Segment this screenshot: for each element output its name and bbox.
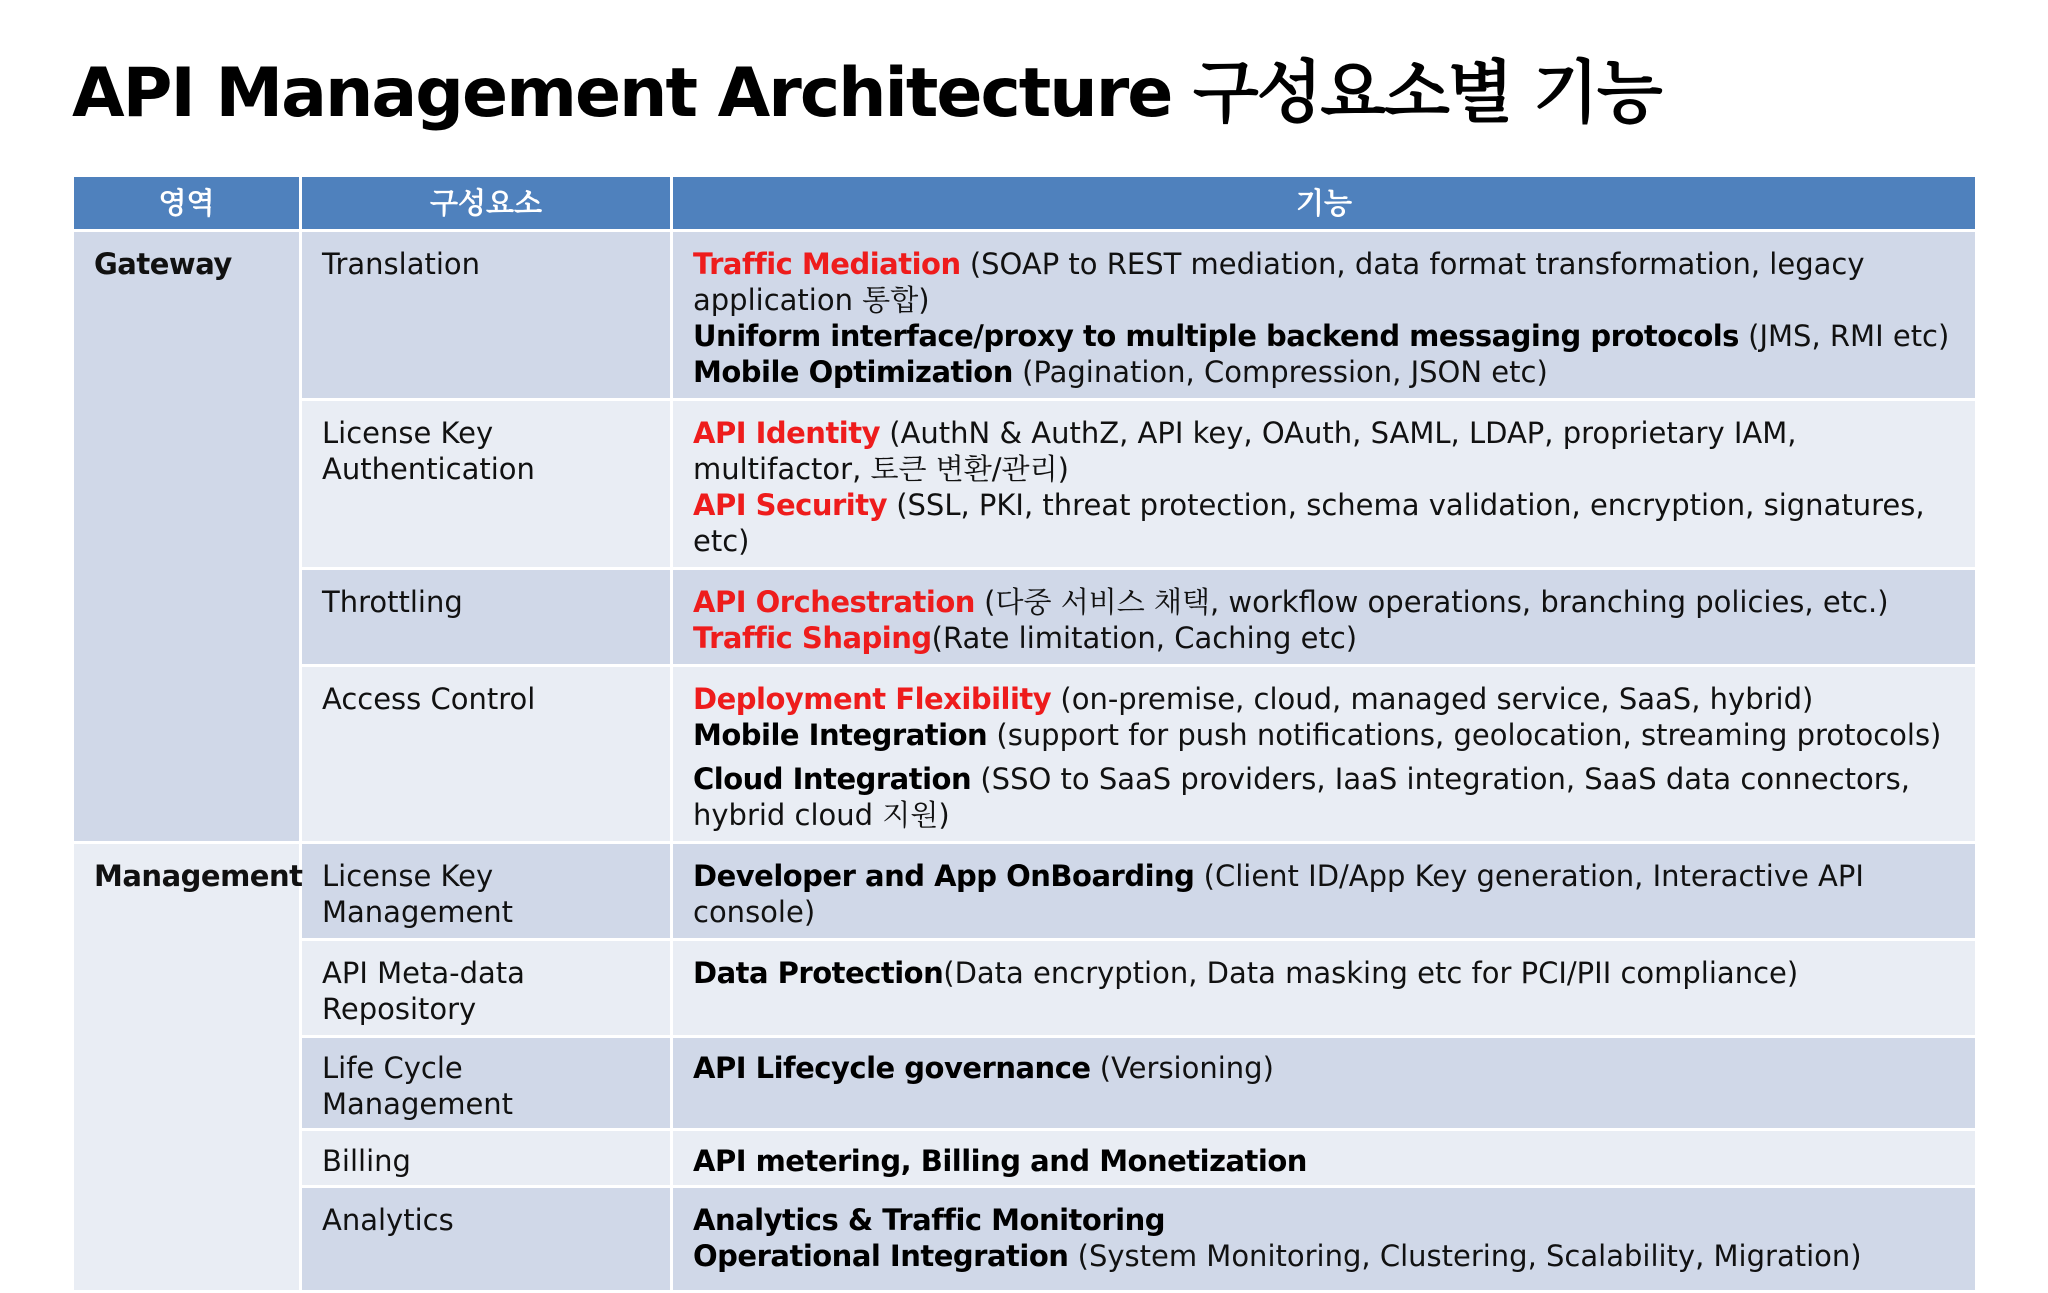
function-term: Cloud Integration [693,762,972,796]
function-line [693,681,1955,717]
function-desc: (SSL, PKI, threat protection, schema validation, encryption, signatures, etc) [693,488,1925,558]
architecture-table [71,174,1978,1293]
area-label-gateway: Gateway [94,247,232,281]
function-term: API Lifecycle governance [693,1051,1091,1085]
function-term: Mobile Integration [693,718,988,752]
function-line [693,1143,1955,1179]
table-row-life-cycle-management [73,1037,1977,1130]
table-header-row [73,176,1977,231]
function-line [693,1238,1955,1274]
component-cell: API Meta-data Repository [301,940,672,1037]
table-row-access-control [73,666,1977,843]
component-cell: Billing [301,1130,672,1187]
function-line [693,415,1955,487]
function-term: Traffic Shaping [693,621,932,655]
area-label-management: Management [94,859,303,893]
function-cell [672,940,1977,1037]
function-desc: (SSO to SaaS providers, IaaS integration, SaaS data connectors, hybrid cloud 지원) [693,762,1910,832]
component-cell: Analytics [301,1187,672,1292]
function-cell [672,231,1977,400]
function-line [693,761,1955,833]
function-line [693,1202,1955,1238]
function-term: Data Protection [693,956,944,990]
function-cell [672,1187,1977,1292]
component-cell: Access Control [301,666,672,843]
table-row-analytics [73,1187,1977,1292]
table-row-translation [73,231,1977,400]
header-component: 구성요소 [301,176,672,231]
function-desc: (Pagination, Compression, JSON etc) [1012,355,1548,389]
function-term: API Identity [693,416,881,450]
function-desc: (Client ID/App Key generation, Interactive API console) [693,859,1864,929]
function-line [693,318,1955,354]
function-cell [672,1037,1977,1130]
table-row-api-meta-data-repository [73,940,1977,1037]
function-desc: (SOAP to REST mediation, data format transformation, legacy application 통합) [693,247,1865,317]
area-cell-gateway [73,231,301,843]
table-row-throttling [73,569,1977,666]
table-row-license-key-authentication [73,400,1977,569]
function-line [693,246,1955,318]
function-line [693,354,1955,390]
area-cell-management [73,843,301,1292]
function-desc: (Data encryption, Data masking etc for PCI/PII compliance) [943,956,1799,990]
slide-title: API Management Architecture 구성요소별 기능 [72,54,1661,133]
function-desc: (다중 서비스 채택, workflow operations, branching policies, etc.) [974,585,1889,619]
function-term: API metering, Billing and Monetization [693,1144,1307,1178]
function-term: Analytics & Traffic Monitoring [693,1203,1165,1237]
function-desc: (AuthN & AuthZ, API key, OAuth, SAML, LDAP, proprietary IAM, multifactor, 토큰 변환/관리) [693,416,1797,486]
function-cell [672,400,1977,569]
function-term: API Orchestration [693,585,975,619]
function-desc: (System Monitoring, Clustering, Scalability, Migration) [1068,1239,1862,1273]
function-line [693,620,1955,656]
table-row-billing [73,1130,1977,1187]
function-line [693,584,1955,620]
function-desc: (Versioning) [1090,1051,1274,1085]
component-cell: Life Cycle Management [301,1037,672,1130]
function-line [693,717,1955,753]
header-area: 영역 [73,176,301,231]
function-cell [672,843,1977,940]
function-term: Uniform interface/proxy to multiple backend messaging protocols [693,319,1739,353]
component-cell: License Key Management [301,843,672,940]
function-line [693,487,1955,559]
function-term: Operational Integration [693,1239,1069,1273]
component-cell: Translation [301,231,672,400]
function-term: Developer and App OnBoarding [693,859,1195,893]
table-row-license-key-management [73,843,1977,940]
function-line [693,858,1955,930]
function-desc: (JMS, RMI etc) [1738,319,1950,353]
function-desc: (on-premise, cloud, managed service, SaaS, hybrid) [1051,682,1814,716]
function-desc: (Rate limitation, Caching etc) [931,621,1358,655]
function-cell [672,666,1977,843]
function-term: Traffic Mediation [693,247,961,281]
function-line [693,955,1955,991]
function-term: Deployment Flexibility [693,682,1052,716]
component-cell: License Key Authentication [301,400,672,569]
function-cell [672,1130,1977,1187]
component-cell: Throttling [301,569,672,666]
function-cell [672,569,1977,666]
function-line [693,1050,1955,1086]
function-term: Mobile Optimization [693,355,1013,389]
header-function: 기능 [672,176,1977,231]
function-desc: (support for push notifications, geolocation, streaming protocols) [987,718,1942,752]
function-term: API Security [693,488,887,522]
